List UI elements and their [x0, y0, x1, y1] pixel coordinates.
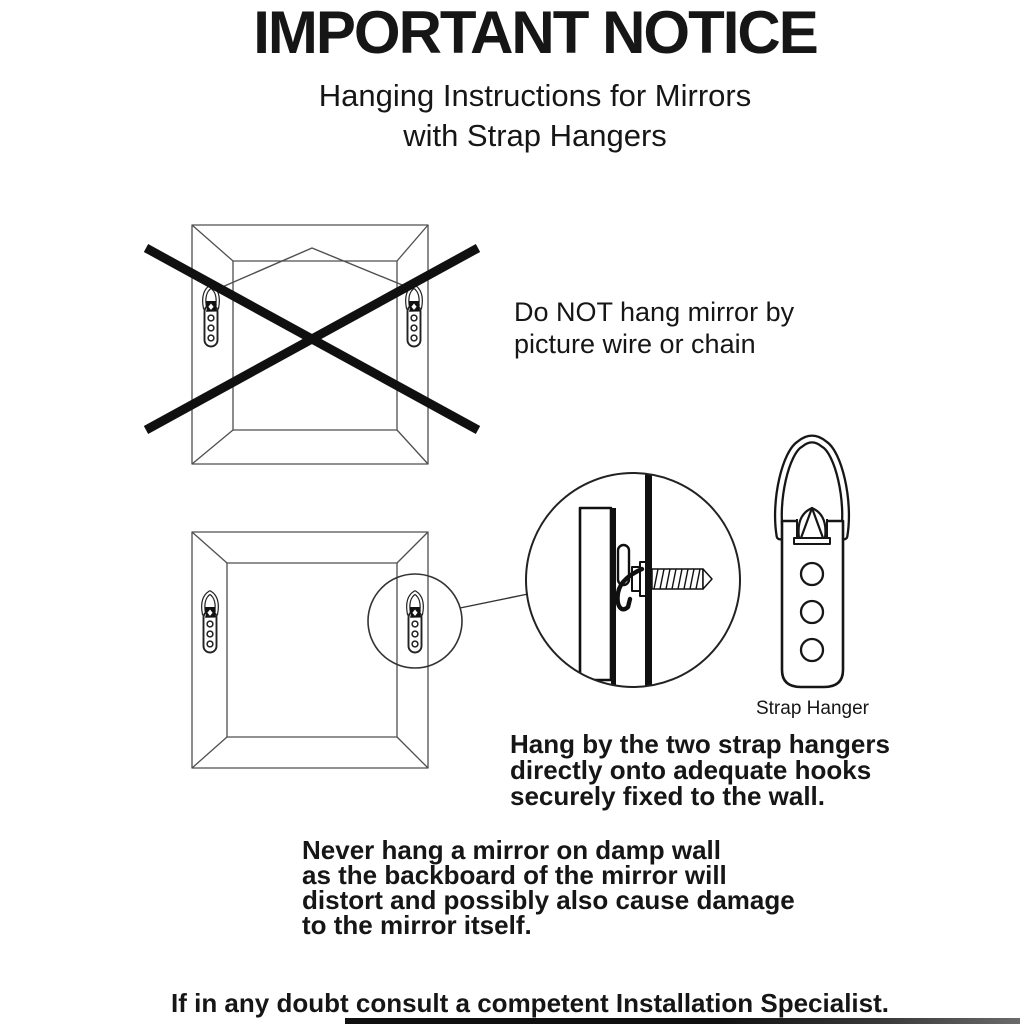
page-title: IMPORTANT NOTICE	[253, 0, 817, 66]
note-line: Hang by the two strap hangers	[510, 729, 890, 759]
strap-hanger-icon	[407, 287, 421, 347]
note-line: securely fixed to the wall.	[510, 781, 825, 811]
page-subtitle	[46, 76, 1024, 156]
note-line: picture wire or chain	[514, 329, 756, 359]
picture-wire	[213, 248, 412, 291]
note-line: as the backboard of the mirror will	[302, 860, 727, 890]
screw	[632, 562, 712, 596]
never-hang-note	[302, 835, 795, 940]
do-not-hang-note	[514, 296, 794, 360]
note-line: Never hang a mirror on damp wall	[302, 835, 721, 865]
note-line: to the mirror itself.	[302, 910, 532, 940]
callout-leader-line	[460, 594, 528, 608]
strap-hanger-label: Strap Hanger	[755, 698, 869, 719]
note-line: Do NOT hang mirror by	[514, 297, 795, 327]
subtitle-line: Hanging Instructions for Mirrors	[318, 78, 752, 113]
subtitle-line: with Strap Hangers	[403, 118, 667, 153]
frame-side-view	[580, 508, 611, 680]
strap-hanger-icon	[204, 287, 218, 347]
footer-advice: If in any doubt consult a competent Installation Specialist.	[171, 988, 889, 1018]
note-line: directly onto adequate hooks	[510, 755, 872, 785]
strap-hanger-icon	[203, 593, 217, 653]
correct-mirror-diagram	[192, 532, 528, 768]
bottom-crop-bar	[345, 1018, 1020, 1024]
strap-hanger-icon	[408, 593, 422, 653]
magnified-hook-detail	[526, 470, 740, 692]
note-line: distort and possibly also cause damage	[302, 885, 795, 915]
hang-by-note	[510, 731, 890, 809]
page-header	[0, 0, 1024, 156]
crossed-mirror-diagram	[146, 225, 478, 464]
strap-hanger-illustration	[778, 439, 845, 687]
mirror-frame-back	[192, 532, 428, 768]
backboard-strip	[611, 508, 616, 690]
